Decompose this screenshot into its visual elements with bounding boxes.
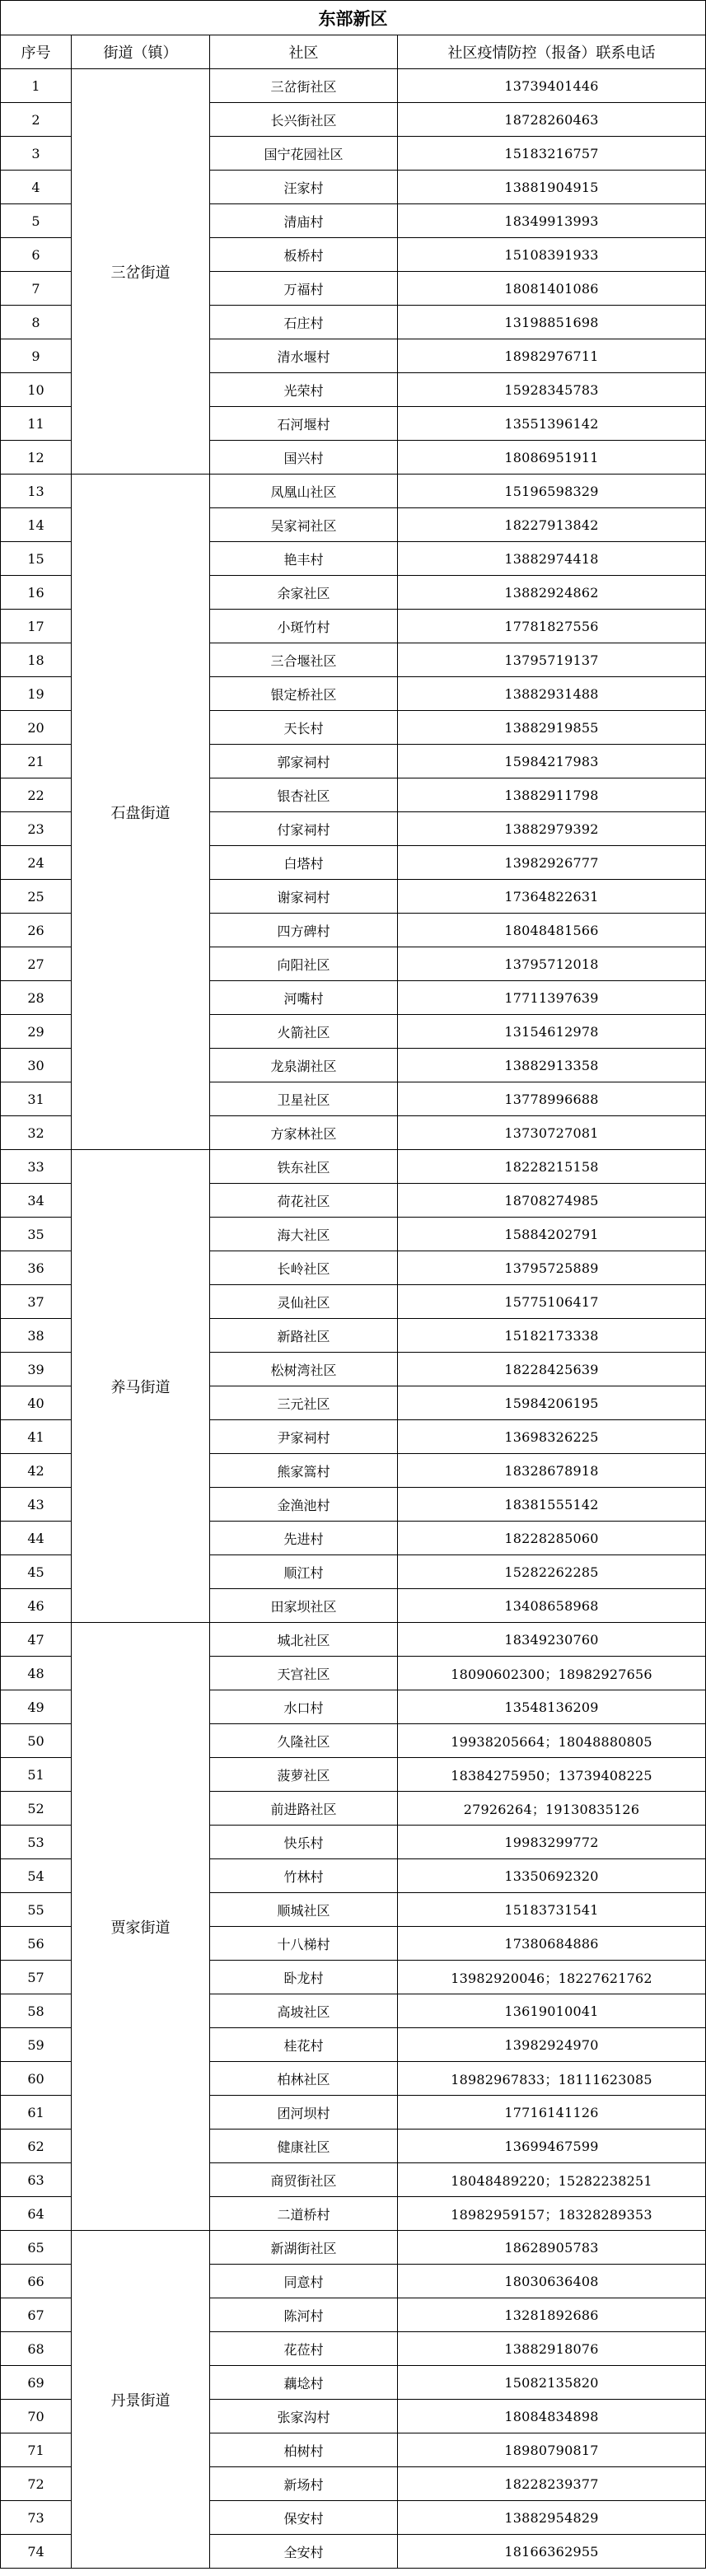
row-community: 河嘴村 <box>210 981 398 1015</box>
row-phone: 15282262285 <box>398 1555 706 1589</box>
row-community: 同意村 <box>210 2265 398 2298</box>
row-phone: 27926264；19130835126 <box>398 1792 706 1826</box>
row-community: 城北社区 <box>210 1623 398 1657</box>
street-name: 石盘街道 <box>72 475 210 1150</box>
row-phone: 13882918076 <box>398 2332 706 2366</box>
row-community: 向阳社区 <box>210 947 398 981</box>
row-seq: 29 <box>1 1015 72 1049</box>
row-community: 火箭社区 <box>210 1015 398 1049</box>
row-seq: 42 <box>1 1454 72 1488</box>
row-phone: 18030636408 <box>398 2265 706 2298</box>
row-seq: 38 <box>1 1319 72 1353</box>
row-phone: 13882919855 <box>398 711 706 745</box>
row-phone: 19983299772 <box>398 1826 706 1859</box>
row-phone: 18228239377 <box>398 2467 706 2501</box>
row-seq: 69 <box>1 2366 72 2400</box>
row-seq: 67 <box>1 2298 72 2332</box>
row-phone: 13699467599 <box>398 2130 706 2163</box>
row-community: 汪家村 <box>210 171 398 204</box>
row-seq: 59 <box>1 2028 72 2062</box>
row-seq: 18 <box>1 643 72 677</box>
row-phone: 18081401086 <box>398 272 706 306</box>
row-seq: 6 <box>1 238 72 272</box>
row-seq: 57 <box>1 1961 72 1994</box>
row-seq: 9 <box>1 339 72 373</box>
row-seq: 44 <box>1 1522 72 1555</box>
row-seq: 26 <box>1 914 72 947</box>
row-seq: 65 <box>1 2231 72 2265</box>
row-seq: 73 <box>1 2501 72 2535</box>
row-seq: 24 <box>1 846 72 880</box>
row-community: 二道桥村 <box>210 2197 398 2231</box>
row-community: 快乐村 <box>210 1826 398 1859</box>
row-community: 四方碑村 <box>210 914 398 947</box>
row-phone: 13548136209 <box>398 1690 706 1724</box>
row-phone: 15108391933 <box>398 238 706 272</box>
row-community: 全安村 <box>210 2535 398 2569</box>
row-community: 谢家祠村 <box>210 880 398 914</box>
row-phone: 18381555142 <box>398 1488 706 1522</box>
row-phone: 17716141126 <box>398 2096 706 2130</box>
row-phone: 15884202791 <box>398 1218 706 1251</box>
row-phone: 13408658968 <box>398 1589 706 1623</box>
row-seq: 39 <box>1 1353 72 1386</box>
street-name: 贾家街道 <box>72 1623 210 2231</box>
row-community: 柏林社区 <box>210 2062 398 2096</box>
row-seq: 70 <box>1 2400 72 2433</box>
row-community: 顺城社区 <box>210 1893 398 1927</box>
row-community: 清庙村 <box>210 204 398 238</box>
row-community: 三元社区 <box>210 1386 398 1420</box>
table-body <box>1 69 706 2569</box>
table-title: 东部新区 <box>1 1 706 35</box>
row-phone: 17781827556 <box>398 610 706 643</box>
row-phone: 19938205664；18048880805 <box>398 1724 706 1758</box>
row-seq: 36 <box>1 1251 72 1285</box>
row-seq: 63 <box>1 2163 72 2197</box>
row-community: 张家沟村 <box>210 2400 398 2433</box>
row-phone: 13882911798 <box>398 778 706 812</box>
row-community: 团河坝村 <box>210 2096 398 2130</box>
row-phone: 13982920046；18227621762 <box>398 1961 706 1994</box>
row-community: 国兴村 <box>210 441 398 475</box>
row-community: 银杏社区 <box>210 778 398 812</box>
row-community: 藕埝村 <box>210 2366 398 2400</box>
row-seq: 68 <box>1 2332 72 2366</box>
row-community: 板桥村 <box>210 238 398 272</box>
row-phone: 15984206195 <box>398 1386 706 1420</box>
row-community: 三合堰社区 <box>210 643 398 677</box>
row-phone: 15775106417 <box>398 1285 706 1319</box>
table-row <box>1 2231 706 2265</box>
row-community: 商贸街社区 <box>210 2163 398 2197</box>
row-community: 铁东社区 <box>210 1150 398 1184</box>
row-phone: 17364822631 <box>398 880 706 914</box>
row-phone: 15183731541 <box>398 1893 706 1927</box>
row-seq: 21 <box>1 745 72 778</box>
row-seq: 52 <box>1 1792 72 1826</box>
row-seq: 43 <box>1 1488 72 1522</box>
row-phone: 18227913842 <box>398 508 706 542</box>
row-community: 长岭社区 <box>210 1251 398 1285</box>
row-seq: 72 <box>1 2467 72 2501</box>
row-phone: 18349230760 <box>398 1623 706 1657</box>
row-seq: 37 <box>1 1285 72 1319</box>
row-community: 天长村 <box>210 711 398 745</box>
row-community: 石河堰村 <box>210 407 398 441</box>
row-phone: 13795719137 <box>398 643 706 677</box>
row-phone: 18084834898 <box>398 2400 706 2433</box>
row-seq: 16 <box>1 576 72 610</box>
row-community: 桂花村 <box>210 2028 398 2062</box>
row-phone: 18048481566 <box>398 914 706 947</box>
row-seq: 15 <box>1 542 72 576</box>
row-phone: 13882979392 <box>398 812 706 846</box>
row-community: 清水堰村 <box>210 339 398 373</box>
row-phone: 18086951911 <box>398 441 706 475</box>
row-community: 三岔街社区 <box>210 69 398 103</box>
row-phone: 18728260463 <box>398 103 706 137</box>
row-community: 海大社区 <box>210 1218 398 1251</box>
row-community: 余家社区 <box>210 576 398 610</box>
row-seq: 12 <box>1 441 72 475</box>
row-phone: 13795712018 <box>398 947 706 981</box>
table-row <box>1 69 706 103</box>
row-seq: 35 <box>1 1218 72 1251</box>
row-community: 小斑竹村 <box>210 610 398 643</box>
row-seq: 53 <box>1 1826 72 1859</box>
row-seq: 45 <box>1 1555 72 1589</box>
header-phone: 社区疫情防控（报备）联系电话 <box>398 35 706 69</box>
row-community: 高坡社区 <box>210 1994 398 2028</box>
row-seq: 32 <box>1 1116 72 1150</box>
row-phone: 13882974418 <box>398 542 706 576</box>
row-community: 前进路社区 <box>210 1792 398 1826</box>
row-phone: 13551396142 <box>398 407 706 441</box>
row-phone: 13350692320 <box>398 1859 706 1893</box>
row-seq: 33 <box>1 1150 72 1184</box>
row-phone: 17711397639 <box>398 981 706 1015</box>
row-community: 田家坝社区 <box>210 1589 398 1623</box>
row-seq: 30 <box>1 1049 72 1082</box>
row-phone: 13882924862 <box>398 576 706 610</box>
row-seq: 28 <box>1 981 72 1015</box>
row-community: 万福村 <box>210 272 398 306</box>
row-seq: 49 <box>1 1690 72 1724</box>
row-community: 熊家篙村 <box>210 1454 398 1488</box>
street-name: 丹景街道 <box>72 2231 210 2569</box>
row-community: 郭家祠村 <box>210 745 398 778</box>
row-phone: 18982959157；18328289353 <box>398 2197 706 2231</box>
row-phone: 15183216757 <box>398 137 706 171</box>
row-phone: 13730727081 <box>398 1116 706 1150</box>
row-phone: 18708274985 <box>398 1184 706 1218</box>
row-seq: 61 <box>1 2096 72 2130</box>
row-seq: 56 <box>1 1927 72 1961</box>
row-phone: 18166362955 <box>398 2535 706 2569</box>
row-phone: 18628905783 <box>398 2231 706 2265</box>
row-seq: 74 <box>1 2535 72 2569</box>
row-community: 光荣村 <box>210 373 398 407</box>
row-phone: 15928345783 <box>398 373 706 407</box>
row-seq: 34 <box>1 1184 72 1218</box>
row-seq: 58 <box>1 1994 72 2028</box>
row-seq: 4 <box>1 171 72 204</box>
row-community: 龙泉湖社区 <box>210 1049 398 1082</box>
row-phone: 18228215158 <box>398 1150 706 1184</box>
row-seq: 1 <box>1 69 72 103</box>
row-phone: 13795725889 <box>398 1251 706 1285</box>
row-seq: 2 <box>1 103 72 137</box>
row-community: 石庄村 <box>210 306 398 339</box>
row-seq: 41 <box>1 1420 72 1454</box>
header-community: 社区 <box>210 35 398 69</box>
row-community: 水口村 <box>210 1690 398 1724</box>
row-seq: 60 <box>1 2062 72 2096</box>
row-phone: 13982926777 <box>398 846 706 880</box>
row-seq: 55 <box>1 1893 72 1927</box>
row-seq: 23 <box>1 812 72 846</box>
row-phone: 13881904915 <box>398 171 706 204</box>
row-community: 银定桥社区 <box>210 677 398 711</box>
row-seq: 19 <box>1 677 72 711</box>
row-community: 新湖街社区 <box>210 2231 398 2265</box>
row-phone: 15984217983 <box>398 745 706 778</box>
row-community: 新场村 <box>210 2467 398 2501</box>
row-seq: 66 <box>1 2265 72 2298</box>
row-phone: 17380684886 <box>398 1927 706 1961</box>
row-seq: 40 <box>1 1386 72 1420</box>
row-community: 天宫社区 <box>210 1657 398 1690</box>
row-community: 付家祠村 <box>210 812 398 846</box>
table-row <box>1 1623 706 1657</box>
row-phone: 18349913993 <box>398 204 706 238</box>
row-seq: 62 <box>1 2130 72 2163</box>
row-community: 花莅村 <box>210 2332 398 2366</box>
row-phone: 13882913358 <box>398 1049 706 1082</box>
row-seq: 7 <box>1 272 72 306</box>
row-seq: 54 <box>1 1859 72 1893</box>
row-seq: 71 <box>1 2433 72 2467</box>
row-phone: 15182173338 <box>398 1319 706 1353</box>
row-community: 尹家祠村 <box>210 1420 398 1454</box>
row-phone: 18384275950；13739408225 <box>398 1758 706 1792</box>
row-community: 陈河村 <box>210 2298 398 2332</box>
row-community: 方家林社区 <box>210 1116 398 1150</box>
row-phone: 18090602300；18982927656 <box>398 1657 706 1690</box>
table-row <box>1 1150 706 1184</box>
row-community: 顺江村 <box>210 1555 398 1589</box>
header-street: 街道（镇） <box>72 35 210 69</box>
row-seq: 31 <box>1 1082 72 1116</box>
street-name: 养马街道 <box>72 1150 210 1623</box>
row-phone: 13154612978 <box>398 1015 706 1049</box>
row-community: 卧龙村 <box>210 1961 398 1994</box>
row-community: 健康社区 <box>210 2130 398 2163</box>
row-community: 长兴街社区 <box>210 103 398 137</box>
row-phone: 15196598329 <box>398 475 706 508</box>
row-seq: 48 <box>1 1657 72 1690</box>
row-phone: 18982976711 <box>398 339 706 373</box>
row-seq: 13 <box>1 475 72 508</box>
row-phone: 13281892686 <box>398 2298 706 2332</box>
row-seq: 3 <box>1 137 72 171</box>
row-phone: 13619010041 <box>398 1994 706 2028</box>
row-phone: 18228285060 <box>398 1522 706 1555</box>
row-community: 荷花社区 <box>210 1184 398 1218</box>
row-phone: 13982924970 <box>398 2028 706 2062</box>
row-seq: 8 <box>1 306 72 339</box>
row-seq: 47 <box>1 1623 72 1657</box>
row-phone: 15082135820 <box>398 2366 706 2400</box>
row-community: 灵仙社区 <box>210 1285 398 1319</box>
row-seq: 11 <box>1 407 72 441</box>
row-community: 保安村 <box>210 2501 398 2535</box>
street-name: 三岔街道 <box>72 69 210 475</box>
row-seq: 46 <box>1 1589 72 1623</box>
row-community: 卫星社区 <box>210 1082 398 1116</box>
row-phone: 18228425639 <box>398 1353 706 1386</box>
row-community: 新路社区 <box>210 1319 398 1353</box>
row-seq: 25 <box>1 880 72 914</box>
row-phone: 13882931488 <box>398 677 706 711</box>
row-community: 艳丰村 <box>210 542 398 576</box>
row-seq: 5 <box>1 204 72 238</box>
row-phone: 18982967833；18111623085 <box>398 2062 706 2096</box>
table-row <box>1 475 706 508</box>
row-community: 松树湾社区 <box>210 1353 398 1386</box>
row-seq: 64 <box>1 2197 72 2231</box>
row-community: 白塔村 <box>210 846 398 880</box>
row-phone: 13778996688 <box>398 1082 706 1116</box>
row-seq: 10 <box>1 373 72 407</box>
row-community: 凤凰山社区 <box>210 475 398 508</box>
row-phone: 13739401446 <box>398 69 706 103</box>
row-seq: 22 <box>1 778 72 812</box>
row-seq: 50 <box>1 1724 72 1758</box>
row-seq: 20 <box>1 711 72 745</box>
row-seq: 51 <box>1 1758 72 1792</box>
row-community: 久隆社区 <box>210 1724 398 1758</box>
row-phone: 13198851698 <box>398 306 706 339</box>
row-seq: 14 <box>1 508 72 542</box>
row-seq: 27 <box>1 947 72 981</box>
row-community: 十八梯村 <box>210 1927 398 1961</box>
row-community: 柏树村 <box>210 2433 398 2467</box>
row-phone: 13882954829 <box>398 2501 706 2535</box>
row-seq: 17 <box>1 610 72 643</box>
row-community: 菠萝社区 <box>210 1758 398 1792</box>
row-phone: 18980790817 <box>398 2433 706 2467</box>
row-phone: 13698326225 <box>398 1420 706 1454</box>
row-community: 先进村 <box>210 1522 398 1555</box>
row-community: 竹林村 <box>210 1859 398 1893</box>
row-community: 吴家祠社区 <box>210 508 398 542</box>
row-community: 国宁花园社区 <box>210 137 398 171</box>
row-phone: 18048489220；15282238251 <box>398 2163 706 2197</box>
row-community: 金渔池村 <box>210 1488 398 1522</box>
header-seq: 序号 <box>1 35 72 69</box>
row-phone: 18328678918 <box>398 1454 706 1488</box>
